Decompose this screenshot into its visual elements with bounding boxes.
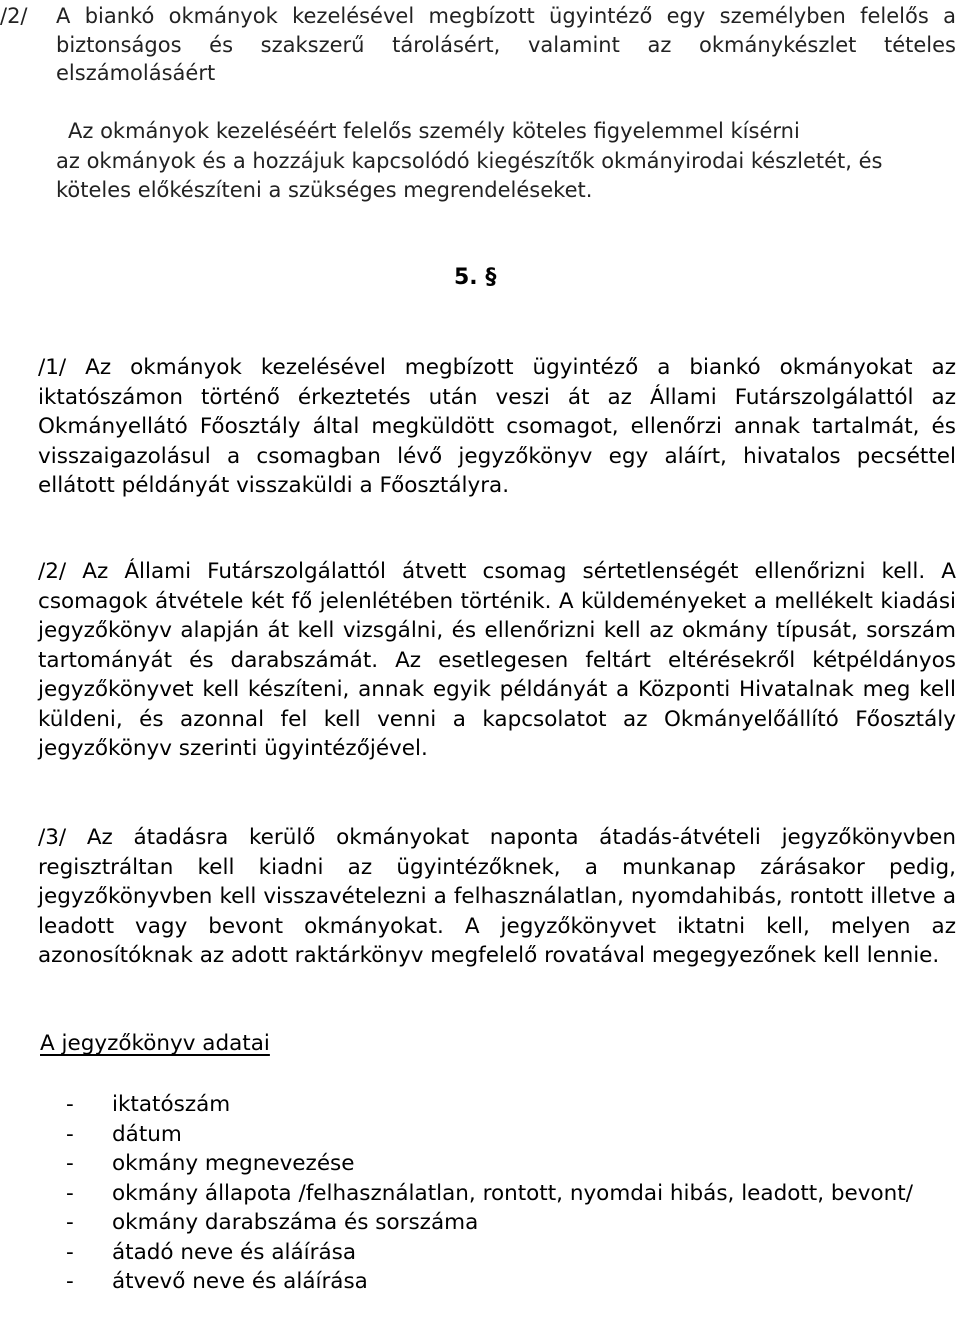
list-item-text: okmány darabszáma és sorszáma bbox=[112, 1210, 479, 1235]
list-item bbox=[66, 1179, 956, 1209]
list-dash: - bbox=[66, 1239, 74, 1265]
top-paragraph bbox=[0, 2, 956, 88]
indented-paragraph-rest: az okmányok és a hozzájuk kapcsolódó kiegészítők okmányirodai készletét, és köteles előkészíteni a szükséges megrendeléseket. bbox=[56, 148, 883, 202]
indented-paragraph-first-line: Az okmányok kezeléséért felelős személy köteles figyelemmel kísérni bbox=[68, 119, 800, 143]
paragraph-1: /1/ Az okmányok kezelésével megbízott ügyintéző a biankó okmányokat az iktatószámon történő érkeztetés után veszi át az Állami Futárszolgálattól az Okmányellátó Főosztály által megküldött csomagot, ellenőrzi annak tartalmát, és visszaigazolásul a csomagban lévő jegyzőkönyv egy aláírt, hivatalos pecséttel ellátott példányát visszaküldi a Főosztályra. bbox=[38, 355, 956, 498]
protocol-data-list bbox=[66, 1090, 956, 1297]
list-item-text: átadó neve és aláírása bbox=[112, 1239, 357, 1265]
list-item-text: okmány állapota /felhasználatlan, rontott, nyomdai hibás, leadott, bevont/ bbox=[112, 1180, 913, 1206]
paragraph-3: /3/ Az átadásra kerülő okmányokat naponta átadás-átvételi jegyzőkönyvben regisztráltan kell kiadni az ügyintézőknek, a munkanap zárásakor pedig, jegyzőkönyvben kell visszavételezni a felhasználatlan, nyomdahibás, rontott illetve a leadott vagy bevont okmányokat. A jegyzőkönyvet iktatni kell, melyen az azonosítóknak az adott raktárkönyv megfelelő rovatával megegyezőnek kell lennie. bbox=[38, 825, 956, 968]
list-item-text: átvevő neve és aláírása bbox=[112, 1269, 368, 1294]
list-item bbox=[66, 1208, 956, 1238]
list-item bbox=[66, 1149, 956, 1179]
paragraph-text: A biankó okmányok kezelésével megbízott ügyintéző egy személyben felelős a biztonságos és szakszerű tárolásért, valamint az okmánykészlet tételes elszámolásáért bbox=[56, 4, 956, 85]
list-item bbox=[66, 1267, 956, 1297]
list-item bbox=[66, 1120, 956, 1150]
list-dash: - bbox=[66, 1180, 74, 1206]
list-dash: - bbox=[66, 1269, 74, 1294]
list-item-text: iktatószám bbox=[112, 1092, 231, 1117]
paragraph-2: /2/ Az Állami Futárszolgálattól átvett csomag sértetlenségét ellenőrizni kell. A csomagok átvétele két fő jelenlétében történik. A küldeményeket a mellékelt kiadási jegyzőkönyv alapján át kell vizsgálni, és ellenőrizni kell az okmány típusát, sorszám tartományát és darabszámát. Az esetlegesen feltárt eltérésekről kétpéldányos jegyzőkönyvet kell készíteni, annak egyik példányát a Központi Hivatalnak meg kell küldeni, és azonnal fel kell venni a kapcsolatot az Okmányelőállító Főosztály jegyzőkönyv szerinti ügyintézőjével. bbox=[38, 559, 956, 761]
list-item-text: dátum bbox=[112, 1121, 182, 1147]
list-dash: - bbox=[66, 1210, 74, 1235]
list-item bbox=[66, 1238, 956, 1268]
list-dash: - bbox=[66, 1151, 74, 1176]
section-heading: 5. § bbox=[454, 265, 497, 290]
paragraph-number: /2/ bbox=[0, 4, 28, 28]
list-dash: - bbox=[66, 1121, 74, 1147]
list-dash: - bbox=[66, 1092, 74, 1117]
indented-paragraph bbox=[56, 117, 956, 206]
list-item bbox=[66, 1090, 956, 1120]
list-item-text: okmány megnevezése bbox=[112, 1151, 355, 1176]
list-heading: A jegyzőkönyv adatai bbox=[40, 1031, 270, 1056]
